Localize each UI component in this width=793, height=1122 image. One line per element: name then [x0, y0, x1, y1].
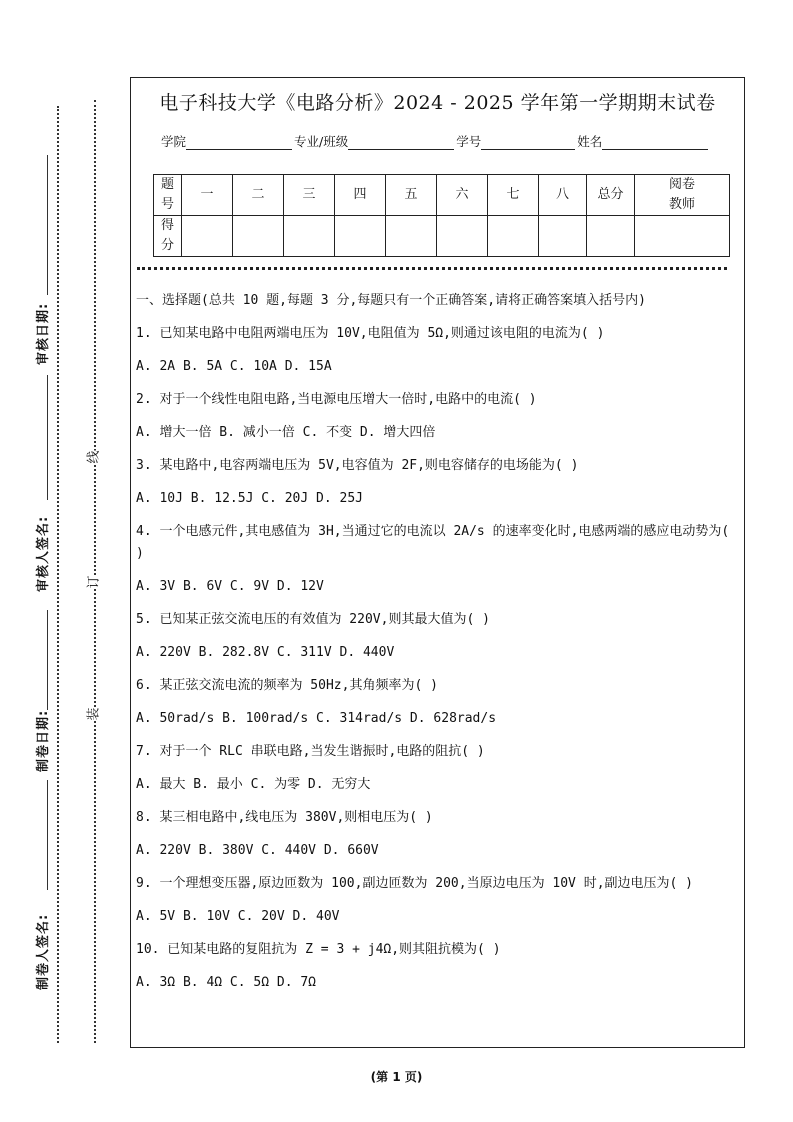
score-col-1: 一 — [182, 175, 233, 216]
exam-title: 电子科技大学《电路分析》2024 - 2025 学年第一学期期末试卷 — [159, 92, 716, 114]
question-options: A. 最大 B. 最小 C. 为零 D. 无穷大 — [136, 777, 371, 792]
score-table-score-row — [154, 216, 730, 257]
question-options: A. 220V B. 282.8V C. 311V D. 440V — [136, 645, 395, 660]
score-cell[interactable] — [284, 216, 335, 257]
score-col-2: 二 — [233, 175, 284, 216]
score-col-7: 七 — [488, 175, 539, 216]
score-cell-reviewer[interactable] — [635, 216, 730, 257]
maker-date-line — [47, 610, 48, 710]
field-id-label: 学号 — [456, 134, 482, 149]
binding-mark-ding: 订 — [86, 575, 102, 589]
question-options: A. 3Ω B. 4Ω C. 5Ω D. 7Ω — [136, 975, 317, 990]
margin-dotted-line-outer — [57, 106, 59, 1043]
question-options: A. 5V B. 10V C. 20V D. 40V — [136, 909, 340, 924]
question-text: 1. 已知某电路中电阻两端电压为 10V,电阻值为 5Ω,则通过该电阻的电流为( ) — [136, 326, 605, 341]
score-header-label: 题 号 — [154, 175, 182, 216]
field-major-blank[interactable] — [348, 135, 454, 150]
question-list — [136, 323, 741, 994]
question-text: 9. 一个理想变压器,原边匝数为 100,副边匝数为 200,当原边电压为 10V 时,副边电压为( ) — [136, 876, 694, 891]
question-options: A. 10J B. 12.5J C. 20J D. 25J — [136, 491, 363, 506]
reviewer-sign-line — [47, 375, 48, 500]
score-col-6: 六 — [437, 175, 488, 216]
question-text: 3. 某电路中,电容两端电压为 5V,电容值为 2F,则电容储存的电场能为( ) — [136, 458, 579, 473]
field-college-blank[interactable] — [186, 135, 292, 150]
score-table-header-row — [154, 175, 730, 216]
score-col-8: 八 — [539, 175, 587, 216]
score-cell[interactable] — [182, 216, 233, 257]
score-cell[interactable] — [233, 216, 284, 257]
question-text: 7. 对于一个 RLC 串联电路,当发生谐振时,电路的阻抗( ) — [136, 744, 485, 759]
score-cell[interactable] — [488, 216, 539, 257]
student-info-row — [161, 132, 710, 150]
score-cell[interactable] — [539, 216, 587, 257]
question-options: A. 2A B. 5A C. 10A D. 15A — [136, 359, 332, 374]
question-options: A. 3V B. 6V C. 9V D. 12V — [136, 579, 324, 594]
score-cell[interactable] — [335, 216, 386, 257]
question-options: A. 220V B. 380V C. 440V D. 660V — [136, 843, 379, 858]
maker-date-label: 制卷日期: — [36, 709, 51, 772]
question-text: 6. 某正弦交流电流的频率为 50Hz,其角频率为( ) — [136, 678, 438, 693]
score-cell[interactable] — [386, 216, 437, 257]
section-heading: 一、选择题(总共 10 题,每题 3 分,每题只有一个正确答案,请将正确答案填入括号内) — [136, 293, 646, 308]
score-cell[interactable] — [437, 216, 488, 257]
binding-mark-zhuang: 装 — [86, 707, 102, 721]
question-options: A. 50rad/s B. 100rad/s C. 314rad/s D. 628rad/s — [136, 711, 497, 726]
field-id-blank[interactable] — [481, 135, 575, 150]
reviewer-date-label: 审核日期: — [36, 302, 51, 365]
maker-sign-line — [47, 780, 48, 890]
score-col-3: 三 — [284, 175, 335, 216]
binding-mark-xian: 线 — [86, 450, 102, 464]
score-col-5: 五 — [386, 175, 437, 216]
page-number: (第 1 页) — [370, 1070, 423, 1084]
score-table — [153, 174, 730, 257]
score-col-4: 四 — [335, 175, 386, 216]
question-text: 4. 一个电感元件,其电感值为 3H,当通过它的电流以 2A/s 的速率变化时,电感两端的感应电动势为( ) — [136, 524, 730, 561]
margin-dotted-line-inner — [94, 100, 96, 1043]
question-text: 10. 已知某电路的复阻抗为 Z = 3 + j4Ω,则其阻抗模为( ) — [136, 942, 501, 957]
score-cell-total[interactable] — [587, 216, 635, 257]
question-text: 2. 对于一个线性电阻电路,当电源电压增大一倍时,电路中的电流( ) — [136, 392, 537, 407]
maker-sign-label: 制卷人签名: — [36, 913, 51, 990]
field-name-label: 姓名 — [577, 134, 603, 149]
score-row-label: 得 分 — [154, 216, 182, 257]
field-college-label: 学院 — [161, 134, 187, 149]
exam-frame — [130, 77, 745, 1048]
reviewer-sign-label: 审核人签名: — [36, 515, 51, 592]
score-col-reviewer: 阅卷 教师 — [635, 175, 730, 216]
question-text: 8. 某三相电路中,线电压为 380V,则相电压为( ) — [136, 810, 433, 825]
question-text: 5. 已知某正弦交流电压的有效值为 220V,则其最大值为( ) — [136, 612, 490, 627]
reviewer-date-line — [47, 155, 48, 295]
field-name-blank[interactable] — [602, 135, 708, 150]
field-major-label: 专业/班级 — [294, 134, 349, 149]
question-body — [136, 290, 741, 1005]
dotted-separator — [137, 267, 727, 270]
question-options: A. 增大一倍 B. 减小一倍 C. 不变 D. 增大四倍 — [136, 425, 436, 440]
score-col-total: 总分 — [587, 175, 635, 216]
